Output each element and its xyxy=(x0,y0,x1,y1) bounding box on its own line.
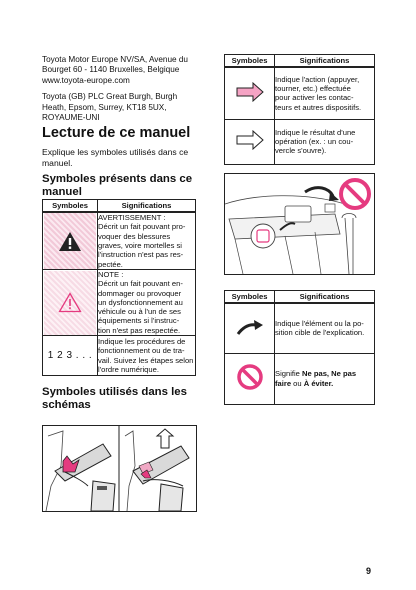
cell-line: équipements si l'instruc- xyxy=(98,316,180,326)
dashboard-illustration xyxy=(224,173,375,275)
cell-line: véhicule ou à l'un de ses xyxy=(98,307,181,317)
table-row xyxy=(225,303,375,353)
dashboard-diagram xyxy=(225,174,374,274)
heading-line: schémas xyxy=(42,399,91,412)
cell-line: Indique les procédures de xyxy=(98,336,186,346)
address-line: Toyota (GB) PLC Great Burgh, Burgh xyxy=(42,92,178,102)
cell-line: opération (ex. : un cou- xyxy=(275,136,354,146)
cell-line: dommager ou provoquer xyxy=(98,288,182,298)
bold-fragment: À éviter xyxy=(303,378,332,388)
cell-line: Indique l'action (appuyer, xyxy=(275,74,360,84)
notice-background xyxy=(44,271,96,335)
address-line: Toyota Motor Europe NV/SA, Avenue du xyxy=(42,55,188,64)
bold-fragment: Ne pas, Ne pas xyxy=(302,369,357,379)
address-line: www.toyota-europe.com xyxy=(42,75,130,85)
cell-line: tion n'est pas respectée. xyxy=(98,325,181,335)
cell-line: Décrit un fait pouvant pro- xyxy=(98,222,186,232)
cell-line: tourner, etc.) effectuée xyxy=(275,83,351,93)
address-line: Bourget 60 - 1140 Bruxelles, Belgique xyxy=(42,65,180,75)
seatbelt-diagram xyxy=(43,426,196,511)
column-header: Symboles xyxy=(225,291,275,304)
heading-line: manuel xyxy=(42,186,82,199)
cell-line: Indique l'élément ou la po- xyxy=(275,318,364,328)
text-fragment: Signifie xyxy=(275,369,303,379)
page-number: 9 xyxy=(366,566,372,576)
target-symbols-table xyxy=(224,290,375,405)
heading-line: Symboles présents dans ce xyxy=(42,173,193,185)
pink-arrow-icon xyxy=(235,82,265,102)
table-row xyxy=(225,119,375,164)
intro-line: Explique les symboles utilisés dans ce xyxy=(42,147,189,157)
column-header: Significations xyxy=(275,291,375,304)
address-line: ROYAUME-UNI xyxy=(42,113,100,123)
curved-arrow-icon xyxy=(236,318,264,336)
section-title: Lecture de ce manuel xyxy=(42,125,191,141)
cell-line: fonctionnement ou de tra- xyxy=(98,346,185,356)
table-row xyxy=(225,353,375,404)
cell-line xyxy=(275,379,374,388)
warning-background xyxy=(44,213,96,269)
notice-triangle-icon xyxy=(58,292,82,313)
address-line: Heath, Epsom, Surrey, KT18 5UX, xyxy=(42,102,167,112)
column-header: Significations xyxy=(275,55,375,68)
bold-fragment: faire xyxy=(275,378,292,388)
seatbelt-illustration xyxy=(42,425,197,512)
table-row xyxy=(43,336,196,376)
result-arrow-icon xyxy=(157,429,173,448)
table-row xyxy=(225,67,375,119)
bold-fragment: . xyxy=(331,378,334,388)
outline-arrow-icon xyxy=(235,130,265,150)
cell-line: graves, voire mortelles si xyxy=(98,241,182,250)
prohibited-icon xyxy=(236,363,264,391)
cell-line: un dysfonctionnement au xyxy=(98,297,183,307)
column-header: Symboles xyxy=(43,200,98,213)
cell-line xyxy=(275,369,374,378)
cell-line: pour activer les contac- xyxy=(275,93,354,103)
section-intro xyxy=(42,147,188,169)
cell-line: l'instruction n'est pas res- xyxy=(98,250,184,260)
table-row xyxy=(43,270,196,336)
text-fragment: ou xyxy=(291,378,304,388)
cell-line: Décrit un fait pouvant en- xyxy=(98,279,183,289)
intro-line: manuel. xyxy=(42,158,73,168)
cell-line: pectée. xyxy=(98,259,123,269)
heading-diagram-symbols xyxy=(42,386,187,413)
prohibited-icon xyxy=(341,180,369,208)
address-block xyxy=(42,55,212,123)
cell-line: l'ordre numérique. xyxy=(98,364,159,374)
cell-line: vail. Suivez les étapes selon xyxy=(98,355,194,365)
cell-line: sition cible de l'explication. xyxy=(275,328,365,338)
manual-symbols-table xyxy=(42,199,196,376)
diagram-symbols-table xyxy=(224,54,375,165)
cell-line: teurs et autres dispositifs. xyxy=(275,102,362,112)
heading-manual-symbols xyxy=(42,173,192,200)
table-row xyxy=(43,212,196,270)
cell-line: vercle s'ouvre). xyxy=(275,146,327,156)
steps-icon: 1 2 3 . . . xyxy=(47,349,93,361)
warning-triangle-icon xyxy=(58,231,82,252)
column-header: Symboles xyxy=(225,55,275,68)
cell-line: Indique le résultat d'une xyxy=(275,127,356,137)
column-header: Significations xyxy=(98,200,196,213)
cell-line: AVERTISSEMENT : xyxy=(98,213,166,223)
cell-line: voquer des blessures xyxy=(98,231,171,241)
cell-line: NOTE : xyxy=(98,270,124,279)
heading-line: Symboles utilisés dans les xyxy=(42,386,187,398)
